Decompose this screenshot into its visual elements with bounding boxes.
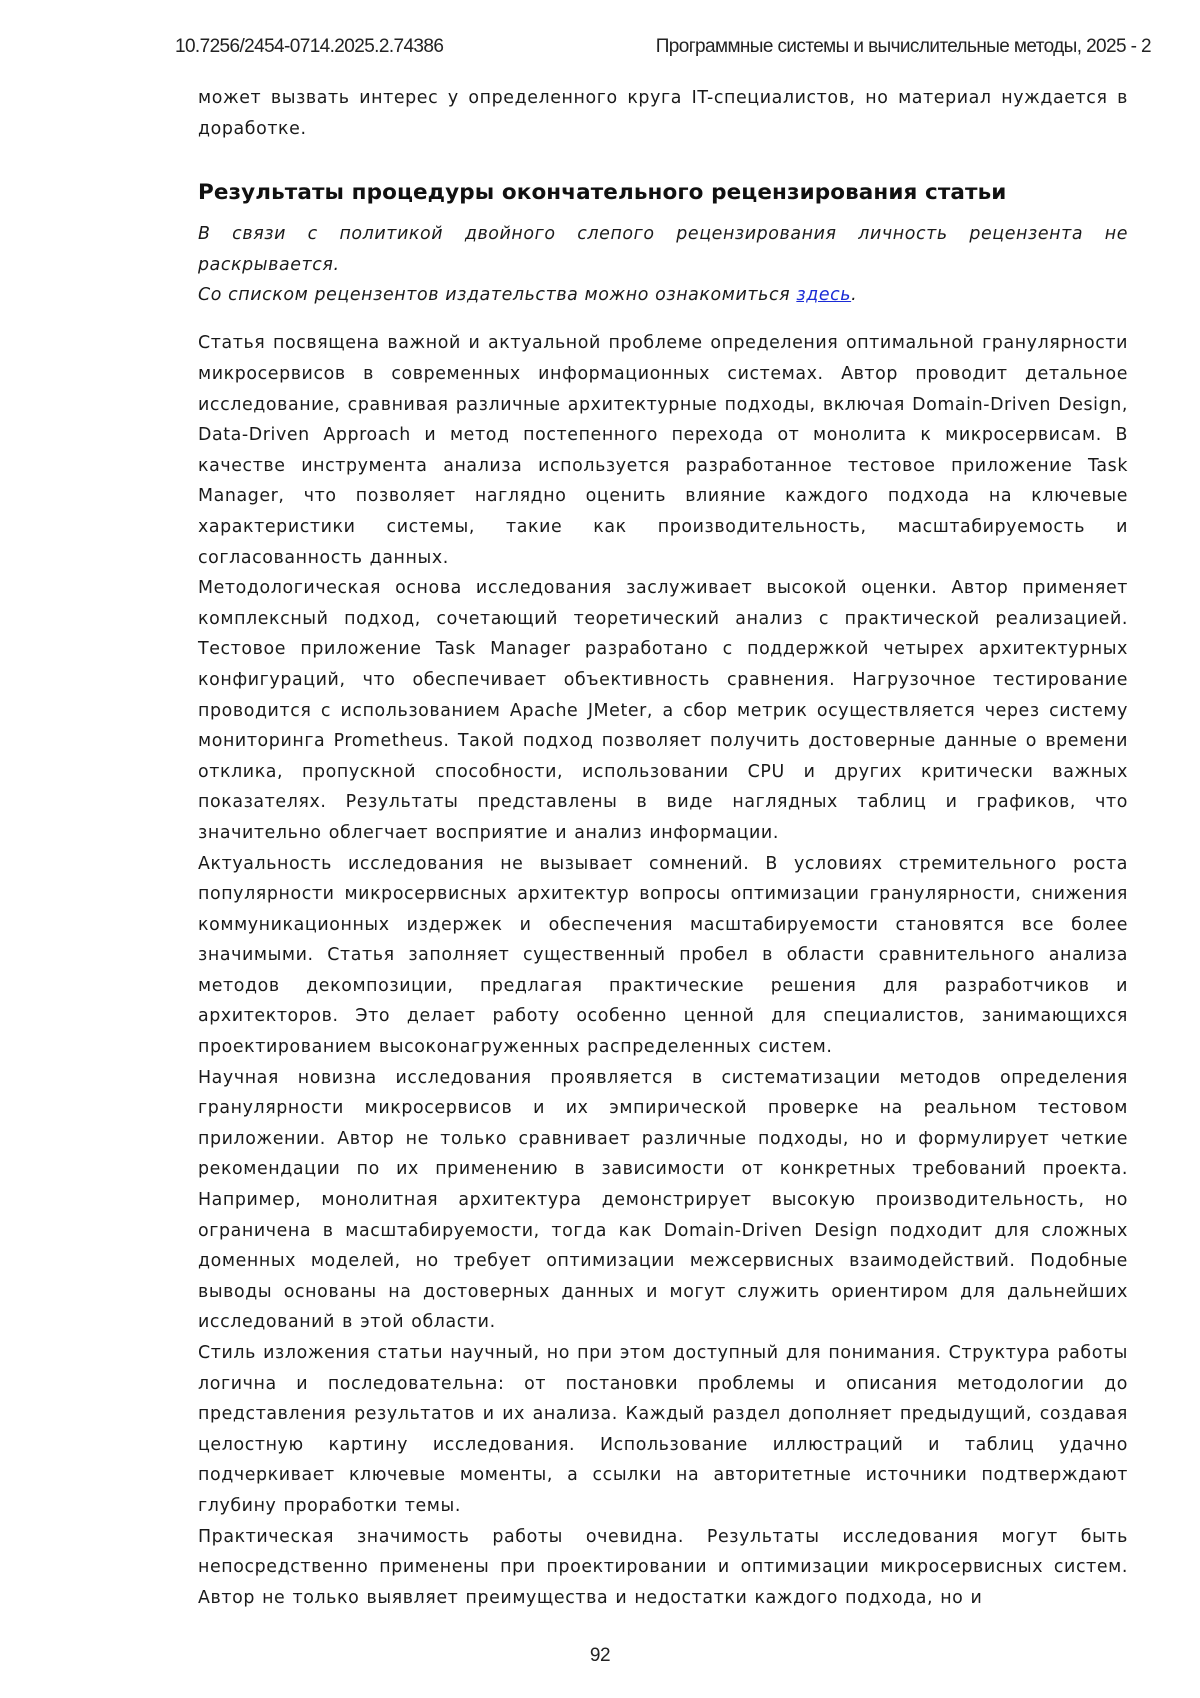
review-notice: [198, 219, 1128, 310]
notice-reviewers-text: Со списком рецензентов издательства можно ознакомиться: [198, 285, 797, 305]
header-journal-title: Программные системы и вычислительные методы, 2025 - 2: [655, 36, 1151, 57]
notice-suffix: .: [851, 285, 858, 305]
notice-anonymity-text: В связи с политикой двойного слепого рецензирования личность рецензента не раскрывается.: [198, 224, 1128, 275]
review-paragraph: Актуальность исследования не вызывает сомнений. В условиях стремительного роста популярности микросервисных архитектур вопросы оптимизации гранулярности, снижения коммуникационных издержек и обеспечения масштабируемости становятся все более значимыми. Статья заполняет существенный пробел в области сравнительного анализа методов декомпозиции, предлагая практические решения для разработчиков и архитекторов. Это делает работу особенно ценной для специалистов, занимающихся проектированием высоконагруженных распределенных систем.: [198, 853, 1128, 1058]
section-heading: Результаты процедуры окончательного рецензирования статьи: [198, 180, 1007, 206]
review-paragraph: Научная новизна исследования проявляется в систематизации методов определения гранулярности микросервисов и их эмпирической проверке на реальном тестовом приложении. Автор не только сравнивает различные подходы, но и формулирует четкие рекомендации по их применению в зависимости от конкретных требований проекта. Например, монолитная архитектура демонстрирует высокую производительность, но ограничена в масштабируемости, тогда как Domain-Driven Design подходит для сложных доменных моделей, но требует оптимизации межсервисных взаимодействий. Подобные выводы основаны на достоверных данных и могут служить ориентиром для дальнейших исследований в этой области.: [198, 1067, 1128, 1333]
review-paragraph: Методологическая основа исследования заслуживает высокой оценки. Автор применяет комплексный подход, сочетающий теоретический анализ с практической реализацией. Тестовое приложение Task Manager разработано с поддержкой четырех архитектурных конфигураций, что обеспечивает объективность сравнения. Нагрузочное тестирование проводится с использованием Apache JMeter, а сбор метрик осуществляется через систему мониторинга Prometheus. Такой подход позволяет получить достоверные данные о времени отклика, пропускной способности, использовании CPU и других критически важных показателях. Результаты представлены в виде наглядных таблиц и графиков, что значительно облегчает восприятие и анализ информации.: [198, 578, 1128, 843]
review-paragraph: Статья посвящена важной и актуальной проблеме определения оптимальной гранулярности микросервисов в современных информационных системах. Автор проводит детальное исследование, сравнивая различные архитектурные подходы, включая Domain-Driven Design, Data-Driven Approach и метод постепенного перехода от монолита к микросервисам. В качестве инструмента анализа используется разработанное тестовое приложение Task Manager, что позволяет наглядно оценить влияние каждого подхода на ключевые характеристики системы, такие как производительность, масштабируемость и согласованность данных.: [198, 333, 1128, 568]
review-body: [198, 328, 1128, 1613]
page-number: 92: [589, 1645, 611, 1666]
page-content: [198, 83, 1128, 1613]
reviewers-list-link[interactable]: здесь: [796, 285, 852, 305]
intro-paragraph: может вызвать интерес у определенного круга IT-специалистов, но материал нуждается в доработке.: [198, 88, 1128, 139]
header-doi: 10.7256/2454-0714.2025.2.74386: [175, 36, 444, 57]
notice-reviewers-line: [198, 280, 1128, 310]
review-paragraph: Практическая значимость работы очевидна. Результаты исследования могут быть непосредственно применены при проектировании и оптимизации микросервисных систем. Автор не только выявляет преимущества и недостатки каждого подхода, но и: [198, 1526, 1128, 1608]
review-paragraph: Стиль изложения статьи научный, но при этом доступный для понимания. Структура работы логична и последовательна: от постановки проблемы и описания методологии до представления результатов и их анализа. Каждый раздел дополняет предыдущий, создавая целостную картину исследования. Использование иллюстраций и таблиц удачно подчеркивает ключевые моменты, а ссылки на авторитетные источники подтверждают глубину проработки темы.: [198, 1343, 1128, 1516]
